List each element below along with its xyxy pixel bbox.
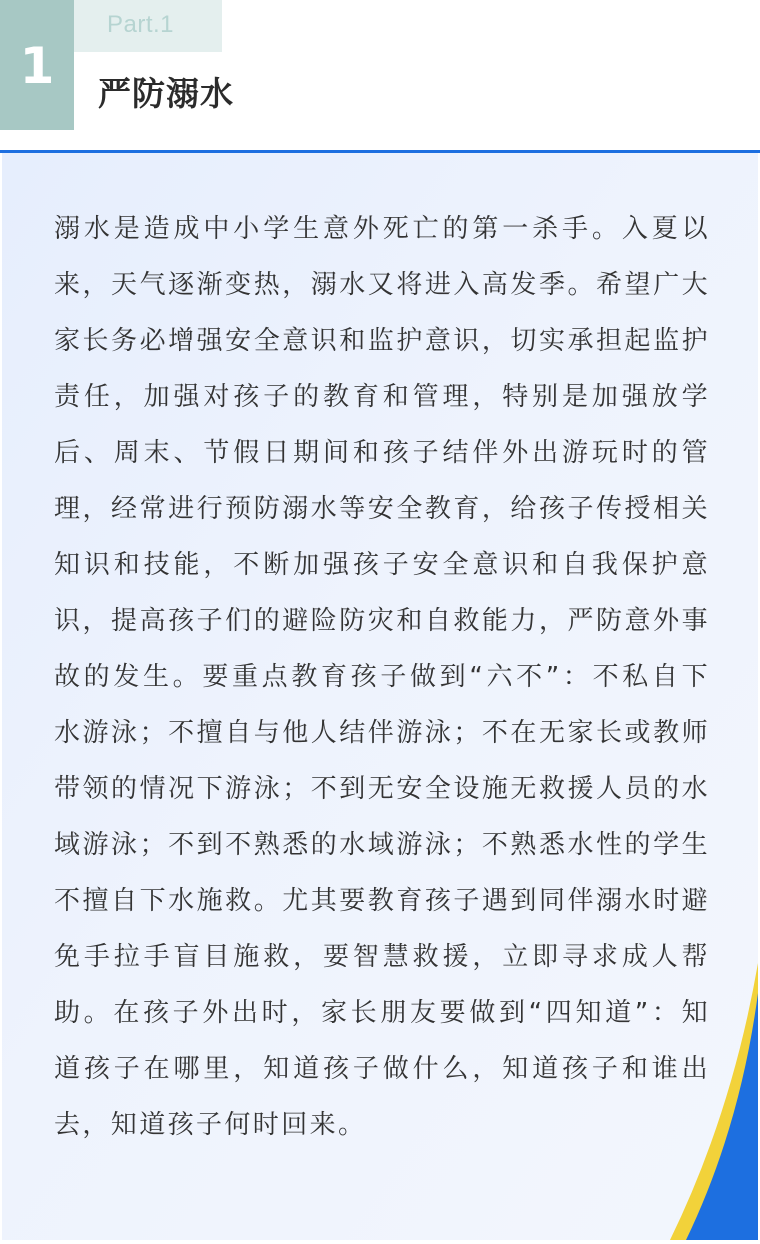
section-title: 严防溺水 — [98, 74, 234, 113]
content-card — [2, 153, 758, 1240]
article-paragraph: 溺水是造成中小学生意外死亡的第一杀手。入夏以来，天气逐渐变热，溺水又将进入高发季。希望广大家长务必增强安全意识和监护意识，切实承担起监护责任，加强对孩子的教育和管理，特别是加强放学后、周末、节假日期间和孩子结伴外出游玩时的管理，经常进行预防溺水等安全教育，给孩子传授相关知识和技能，不断加强孩子安全意识和自我保护意识，提高孩子们的避险防灾和自救能力，严防意外事故的发生。要重点教育孩子做到“六不”：不私自下水游泳；不擅自与他人结伴游泳；不在无家长或教师带领的情况下游泳；不到无安全设施无救援人员的水域游泳；不到不熟悉的水域游泳；不熟悉水性的学生不擅自下水施救。尤其要教育孩子遇到同伴溺水时避免手拉手盲目施救，要智慧救援，立即寻求成人帮助。在孩子外出时，家长朋友要做到“四知道”：知道孩子在哪里，知道孩子做什么，知道孩子和谁出去，知道孩子何时回来。 — [54, 214, 710, 1140]
section-number: 1 — [19, 37, 55, 95]
part-label: Part.1 — [107, 11, 175, 38]
page-bottom-edge — [0, 1240, 760, 1244]
section-number-badge — [0, 0, 74, 130]
part-label-tab — [74, 0, 222, 52]
section-header — [0, 0, 760, 150]
